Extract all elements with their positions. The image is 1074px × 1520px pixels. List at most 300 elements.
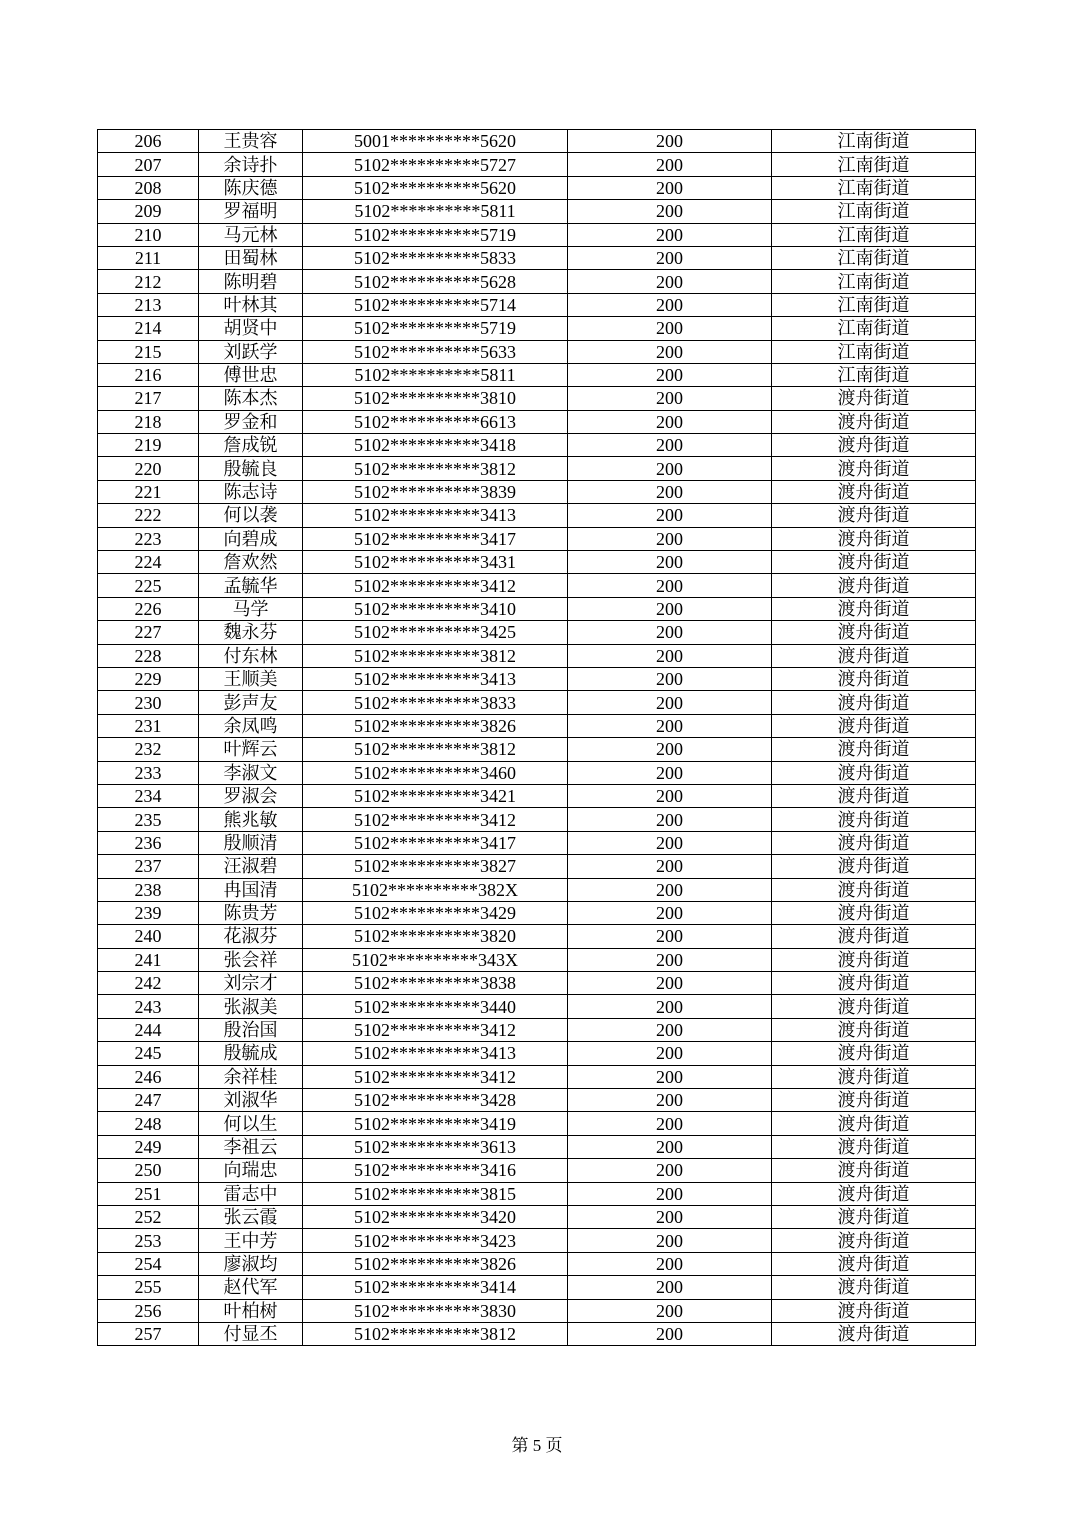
- amount-cell: 200: [568, 480, 772, 503]
- name-cell: 陈庆德: [199, 176, 303, 199]
- row-number-cell: 218: [98, 410, 199, 433]
- name-cell: 魏永芬: [199, 621, 303, 644]
- row-number-cell: 229: [98, 667, 199, 690]
- name-cell: 罗福明: [199, 200, 303, 223]
- row-number-cell: 238: [98, 878, 199, 901]
- street-cell: 渡舟街道: [772, 410, 976, 433]
- amount-cell: 200: [568, 200, 772, 223]
- row-number-cell: 222: [98, 504, 199, 527]
- row-number-cell: 231: [98, 714, 199, 737]
- street-cell: 渡舟街道: [772, 457, 976, 480]
- table-row: [98, 831, 976, 854]
- row-number-cell: 223: [98, 527, 199, 550]
- id-number-cell: 5102**********3833: [303, 691, 568, 714]
- table-row: [98, 574, 976, 597]
- street-cell: 渡舟街道: [772, 1159, 976, 1182]
- row-number-cell: 243: [98, 995, 199, 1018]
- name-cell: 殷治国: [199, 1018, 303, 1041]
- id-number-cell: 5102**********3815: [303, 1182, 568, 1205]
- street-cell: 渡舟街道: [772, 1089, 976, 1112]
- street-cell: 江南街道: [772, 200, 976, 223]
- id-number-cell: 5102**********3440: [303, 995, 568, 1018]
- amount-cell: 200: [568, 1018, 772, 1041]
- street-cell: 渡舟街道: [772, 551, 976, 574]
- id-number-cell: 5102**********3420: [303, 1205, 568, 1228]
- id-number-cell: 5102**********3827: [303, 855, 568, 878]
- table-row: [98, 457, 976, 480]
- street-cell: 渡舟街道: [772, 972, 976, 995]
- name-cell: 殷毓良: [199, 457, 303, 480]
- name-cell: 王顺美: [199, 667, 303, 690]
- row-number-cell: 220: [98, 457, 199, 480]
- id-number-cell: 5102**********3412: [303, 808, 568, 831]
- amount-cell: 200: [568, 1229, 772, 1252]
- name-cell: 詹成锐: [199, 434, 303, 457]
- table-row: [98, 738, 976, 761]
- amount-cell: 200: [568, 948, 772, 971]
- table-row: [98, 761, 976, 784]
- street-cell: 渡舟街道: [772, 480, 976, 503]
- name-cell: 张淑美: [199, 995, 303, 1018]
- row-number-cell: 239: [98, 901, 199, 924]
- name-cell: 张云霞: [199, 1205, 303, 1228]
- row-number-cell: 251: [98, 1182, 199, 1205]
- id-number-cell: 5102**********3613: [303, 1135, 568, 1158]
- id-number-cell: 5102**********3421: [303, 784, 568, 807]
- name-cell: 马元林: [199, 223, 303, 246]
- table-row: [98, 317, 976, 340]
- street-cell: 渡舟街道: [772, 714, 976, 737]
- street-cell: 渡舟街道: [772, 831, 976, 854]
- id-number-cell: 5102**********3431: [303, 551, 568, 574]
- table-row: [98, 1042, 976, 1065]
- amount-cell: 200: [568, 1276, 772, 1299]
- street-cell: 渡舟街道: [772, 948, 976, 971]
- id-number-cell: 5102**********3460: [303, 761, 568, 784]
- name-cell: 孟毓华: [199, 574, 303, 597]
- street-cell: 江南街道: [772, 270, 976, 293]
- name-cell: 冉国清: [199, 878, 303, 901]
- id-number-cell: 5102**********3418: [303, 434, 568, 457]
- amount-cell: 200: [568, 1065, 772, 1088]
- row-number-cell: 227: [98, 621, 199, 644]
- id-number-cell: 5102**********3417: [303, 831, 568, 854]
- amount-cell: 200: [568, 667, 772, 690]
- street-cell: 渡舟街道: [772, 527, 976, 550]
- name-cell: 王中芳: [199, 1229, 303, 1252]
- street-cell: 渡舟街道: [772, 1299, 976, 1322]
- amount-cell: 200: [568, 831, 772, 854]
- id-number-cell: 5102**********5633: [303, 340, 568, 363]
- table-row: [98, 995, 976, 1018]
- row-number-cell: 241: [98, 948, 199, 971]
- table-row: [98, 1205, 976, 1228]
- amount-cell: 200: [568, 1182, 772, 1205]
- street-cell: 渡舟街道: [772, 925, 976, 948]
- amount-cell: 200: [568, 738, 772, 761]
- street-cell: 江南街道: [772, 363, 976, 386]
- name-cell: 汪淑碧: [199, 855, 303, 878]
- street-cell: 渡舟街道: [772, 1042, 976, 1065]
- row-number-cell: 257: [98, 1322, 199, 1345]
- id-number-cell: 5102**********5714: [303, 293, 568, 316]
- id-number-cell: 5102**********5833: [303, 246, 568, 269]
- row-number-cell: 256: [98, 1299, 199, 1322]
- street-cell: 江南街道: [772, 176, 976, 199]
- row-number-cell: 224: [98, 551, 199, 574]
- amount-cell: 200: [568, 621, 772, 644]
- amount-cell: 200: [568, 808, 772, 831]
- amount-cell: 200: [568, 761, 772, 784]
- amount-cell: 200: [568, 878, 772, 901]
- table-row: [98, 130, 976, 153]
- row-number-cell: 226: [98, 597, 199, 620]
- name-cell: 陈贵芳: [199, 901, 303, 924]
- street-cell: 渡舟街道: [772, 901, 976, 924]
- row-number-cell: 233: [98, 761, 199, 784]
- id-number-cell: 5102**********5811: [303, 363, 568, 386]
- table-row: [98, 153, 976, 176]
- table-row: [98, 1229, 976, 1252]
- name-cell: 陈明碧: [199, 270, 303, 293]
- amount-cell: 200: [568, 317, 772, 340]
- id-number-cell: 5102**********3414: [303, 1276, 568, 1299]
- row-number-cell: 240: [98, 925, 199, 948]
- street-cell: 渡舟街道: [772, 1018, 976, 1041]
- id-number-cell: 5102**********3429: [303, 901, 568, 924]
- name-cell: 花淑芬: [199, 925, 303, 948]
- id-number-cell: 5102**********3830: [303, 1299, 568, 1322]
- table-row: [98, 387, 976, 410]
- name-cell: 罗淑会: [199, 784, 303, 807]
- id-number-cell: 5102**********3419: [303, 1112, 568, 1135]
- table-row: [98, 972, 976, 995]
- table-row: [98, 527, 976, 550]
- name-cell: 余诗扑: [199, 153, 303, 176]
- street-cell: 渡舟街道: [772, 1065, 976, 1088]
- amount-cell: 200: [568, 527, 772, 550]
- id-number-cell: 5001**********5620: [303, 130, 568, 153]
- id-number-cell: 5102**********5727: [303, 153, 568, 176]
- amount-cell: 200: [568, 597, 772, 620]
- amount-cell: 200: [568, 153, 772, 176]
- row-number-cell: 255: [98, 1276, 199, 1299]
- row-number-cell: 253: [98, 1229, 199, 1252]
- id-number-cell: 5102**********3838: [303, 972, 568, 995]
- row-number-cell: 228: [98, 644, 199, 667]
- amount-cell: 200: [568, 972, 772, 995]
- name-cell: 陈志诗: [199, 480, 303, 503]
- id-number-cell: 5102**********3413: [303, 1042, 568, 1065]
- amount-cell: 200: [568, 434, 772, 457]
- id-number-cell: 5102**********5719: [303, 223, 568, 246]
- amount-cell: 200: [568, 293, 772, 316]
- roster-table: [97, 129, 976, 1346]
- table-row: [98, 1135, 976, 1158]
- row-number-cell: 212: [98, 270, 199, 293]
- id-number-cell: 5102**********5719: [303, 317, 568, 340]
- id-number-cell: 5102**********3812: [303, 457, 568, 480]
- amount-cell: 200: [568, 176, 772, 199]
- row-number-cell: 250: [98, 1159, 199, 1182]
- row-number-cell: 209: [98, 200, 199, 223]
- amount-cell: 200: [568, 855, 772, 878]
- name-cell: 叶柏树: [199, 1299, 303, 1322]
- row-number-cell: 244: [98, 1018, 199, 1041]
- name-cell: 张会祥: [199, 948, 303, 971]
- row-number-cell: 235: [98, 808, 199, 831]
- amount-cell: 200: [568, 995, 772, 1018]
- table-row: [98, 597, 976, 620]
- name-cell: 叶辉云: [199, 738, 303, 761]
- id-number-cell: 5102**********3410: [303, 597, 568, 620]
- street-cell: 渡舟街道: [772, 738, 976, 761]
- row-number-cell: 246: [98, 1065, 199, 1088]
- id-number-cell: 5102**********3839: [303, 480, 568, 503]
- street-cell: 渡舟街道: [772, 1112, 976, 1135]
- name-cell: 陈本杰: [199, 387, 303, 410]
- row-number-cell: 207: [98, 153, 199, 176]
- name-cell: 罗金和: [199, 410, 303, 433]
- amount-cell: 200: [568, 784, 772, 807]
- table-row: [98, 855, 976, 878]
- row-number-cell: 247: [98, 1089, 199, 1112]
- id-number-cell: 5102**********6613: [303, 410, 568, 433]
- table-row: [98, 1299, 976, 1322]
- street-cell: 渡舟街道: [772, 878, 976, 901]
- amount-cell: 200: [568, 504, 772, 527]
- id-number-cell: 5102**********3425: [303, 621, 568, 644]
- id-number-cell: 5102**********3416: [303, 1159, 568, 1182]
- name-cell: 何以生: [199, 1112, 303, 1135]
- row-number-cell: 248: [98, 1112, 199, 1135]
- table-row: [98, 551, 976, 574]
- id-number-cell: 5102**********3423: [303, 1229, 568, 1252]
- street-cell: 渡舟街道: [772, 1205, 976, 1228]
- amount-cell: 200: [568, 1135, 772, 1158]
- table-row: [98, 1065, 976, 1088]
- row-number-cell: 215: [98, 340, 199, 363]
- name-cell: 彭声友: [199, 691, 303, 714]
- id-number-cell: 5102**********3413: [303, 504, 568, 527]
- amount-cell: 200: [568, 363, 772, 386]
- row-number-cell: 249: [98, 1135, 199, 1158]
- name-cell: 刘宗才: [199, 972, 303, 995]
- amount-cell: 200: [568, 574, 772, 597]
- table-row: [98, 434, 976, 457]
- street-cell: 江南街道: [772, 246, 976, 269]
- row-number-cell: 245: [98, 1042, 199, 1065]
- id-number-cell: 5102**********5811: [303, 200, 568, 223]
- id-number-cell: 5102**********3417: [303, 527, 568, 550]
- name-cell: 田蜀林: [199, 246, 303, 269]
- row-number-cell: 214: [98, 317, 199, 340]
- street-cell: 江南街道: [772, 153, 976, 176]
- name-cell: 廖淑均: [199, 1252, 303, 1275]
- street-cell: 渡舟街道: [772, 504, 976, 527]
- row-number-cell: 216: [98, 363, 199, 386]
- street-cell: 渡舟街道: [772, 1182, 976, 1205]
- table-row: [98, 480, 976, 503]
- amount-cell: 200: [568, 551, 772, 574]
- street-cell: 江南街道: [772, 317, 976, 340]
- street-cell: 渡舟街道: [772, 808, 976, 831]
- id-number-cell: 5102**********343X: [303, 948, 568, 971]
- name-cell: 李祖云: [199, 1135, 303, 1158]
- row-number-cell: 217: [98, 387, 199, 410]
- name-cell: 胡贤中: [199, 317, 303, 340]
- street-cell: 江南街道: [772, 223, 976, 246]
- id-number-cell: 5102**********3810: [303, 387, 568, 410]
- table-row: [98, 176, 976, 199]
- street-cell: 渡舟街道: [772, 1276, 976, 1299]
- name-cell: 熊兆敏: [199, 808, 303, 831]
- amount-cell: 200: [568, 410, 772, 433]
- table-row: [98, 644, 976, 667]
- table-row: [98, 1182, 976, 1205]
- table-row: [98, 808, 976, 831]
- page-number: 第 5 页: [511, 1436, 563, 1455]
- street-cell: 渡舟街道: [772, 1135, 976, 1158]
- street-cell: 渡舟街道: [772, 1252, 976, 1275]
- id-number-cell: 5102**********382X: [303, 878, 568, 901]
- row-number-cell: 206: [98, 130, 199, 153]
- name-cell: 刘淑华: [199, 1089, 303, 1112]
- id-number-cell: 5102**********3412: [303, 1018, 568, 1041]
- table-row: [98, 667, 976, 690]
- id-number-cell: 5102**********3412: [303, 1065, 568, 1088]
- table-row: [98, 1322, 976, 1345]
- name-cell: 叶林其: [199, 293, 303, 316]
- id-number-cell: 5102**********3826: [303, 714, 568, 737]
- id-number-cell: 5102**********5620: [303, 176, 568, 199]
- street-cell: 江南街道: [772, 130, 976, 153]
- table-row: [98, 1112, 976, 1135]
- table-row: [98, 504, 976, 527]
- id-number-cell: 5102**********3820: [303, 925, 568, 948]
- name-cell: 向瑞忠: [199, 1159, 303, 1182]
- id-number-cell: 5102**********3428: [303, 1089, 568, 1112]
- table-row: [98, 270, 976, 293]
- roster-table-body: [98, 130, 976, 1346]
- table-row: [98, 410, 976, 433]
- amount-cell: 200: [568, 691, 772, 714]
- name-cell: 傅世忠: [199, 363, 303, 386]
- table-row: [98, 1159, 976, 1182]
- name-cell: 余凤鸣: [199, 714, 303, 737]
- amount-cell: 200: [568, 1205, 772, 1228]
- table-row: [98, 246, 976, 269]
- street-cell: 渡舟街道: [772, 667, 976, 690]
- amount-cell: 200: [568, 457, 772, 480]
- table-row: [98, 1018, 976, 1041]
- table-row: [98, 691, 976, 714]
- street-cell: 江南街道: [772, 293, 976, 316]
- name-cell: 殷毓成: [199, 1042, 303, 1065]
- row-number-cell: 232: [98, 738, 199, 761]
- street-cell: 渡舟街道: [772, 1322, 976, 1345]
- street-cell: 渡舟街道: [772, 784, 976, 807]
- name-cell: 付东林: [199, 644, 303, 667]
- row-number-cell: 213: [98, 293, 199, 316]
- name-cell: 刘跃学: [199, 340, 303, 363]
- table-row: [98, 621, 976, 644]
- id-number-cell: 5102**********3812: [303, 1322, 568, 1345]
- name-cell: 何以袭: [199, 504, 303, 527]
- name-cell: 马学: [199, 597, 303, 620]
- row-number-cell: 237: [98, 855, 199, 878]
- amount-cell: 200: [568, 714, 772, 737]
- street-cell: 渡舟街道: [772, 761, 976, 784]
- row-number-cell: 208: [98, 176, 199, 199]
- id-number-cell: 5102**********3412: [303, 574, 568, 597]
- name-cell: 付显丕: [199, 1322, 303, 1345]
- street-cell: 渡舟街道: [772, 387, 976, 410]
- amount-cell: 200: [568, 901, 772, 924]
- street-cell: 渡舟街道: [772, 644, 976, 667]
- amount-cell: 200: [568, 1042, 772, 1065]
- name-cell: 李淑文: [199, 761, 303, 784]
- street-cell: 渡舟街道: [772, 574, 976, 597]
- row-number-cell: 242: [98, 972, 199, 995]
- amount-cell: 200: [568, 1322, 772, 1345]
- table-row: [98, 340, 976, 363]
- id-number-cell: 5102**********3812: [303, 644, 568, 667]
- row-number-cell: 221: [98, 480, 199, 503]
- table-row: [98, 363, 976, 386]
- row-number-cell: 211: [98, 246, 199, 269]
- amount-cell: 200: [568, 246, 772, 269]
- street-cell: 渡舟街道: [772, 597, 976, 620]
- street-cell: 渡舟街道: [772, 1229, 976, 1252]
- table-row: [98, 714, 976, 737]
- amount-cell: 200: [568, 1089, 772, 1112]
- street-cell: 渡舟街道: [772, 434, 976, 457]
- table-row: [98, 901, 976, 924]
- amount-cell: 200: [568, 270, 772, 293]
- amount-cell: 200: [568, 387, 772, 410]
- row-number-cell: 234: [98, 784, 199, 807]
- amount-cell: 200: [568, 1112, 772, 1135]
- table-row: [98, 1276, 976, 1299]
- name-cell: 雷志中: [199, 1182, 303, 1205]
- id-number-cell: 5102**********3413: [303, 667, 568, 690]
- row-number-cell: 219: [98, 434, 199, 457]
- street-cell: 渡舟街道: [772, 691, 976, 714]
- name-cell: 殷顺清: [199, 831, 303, 854]
- name-cell: 詹欢然: [199, 551, 303, 574]
- row-number-cell: 236: [98, 831, 199, 854]
- name-cell: 王贵容: [199, 130, 303, 153]
- name-cell: 赵代军: [199, 1276, 303, 1299]
- row-number-cell: 210: [98, 223, 199, 246]
- table-row: [98, 293, 976, 316]
- amount-cell: 200: [568, 1299, 772, 1322]
- table-row: [98, 948, 976, 971]
- table-row: [98, 784, 976, 807]
- street-cell: 渡舟街道: [772, 855, 976, 878]
- table-row: [98, 878, 976, 901]
- row-number-cell: 252: [98, 1205, 199, 1228]
- amount-cell: 200: [568, 223, 772, 246]
- table-row: [98, 200, 976, 223]
- table-row: [98, 1089, 976, 1112]
- row-number-cell: 230: [98, 691, 199, 714]
- amount-cell: 200: [568, 340, 772, 363]
- row-number-cell: 254: [98, 1252, 199, 1275]
- amount-cell: 200: [568, 1252, 772, 1275]
- row-number-cell: 225: [98, 574, 199, 597]
